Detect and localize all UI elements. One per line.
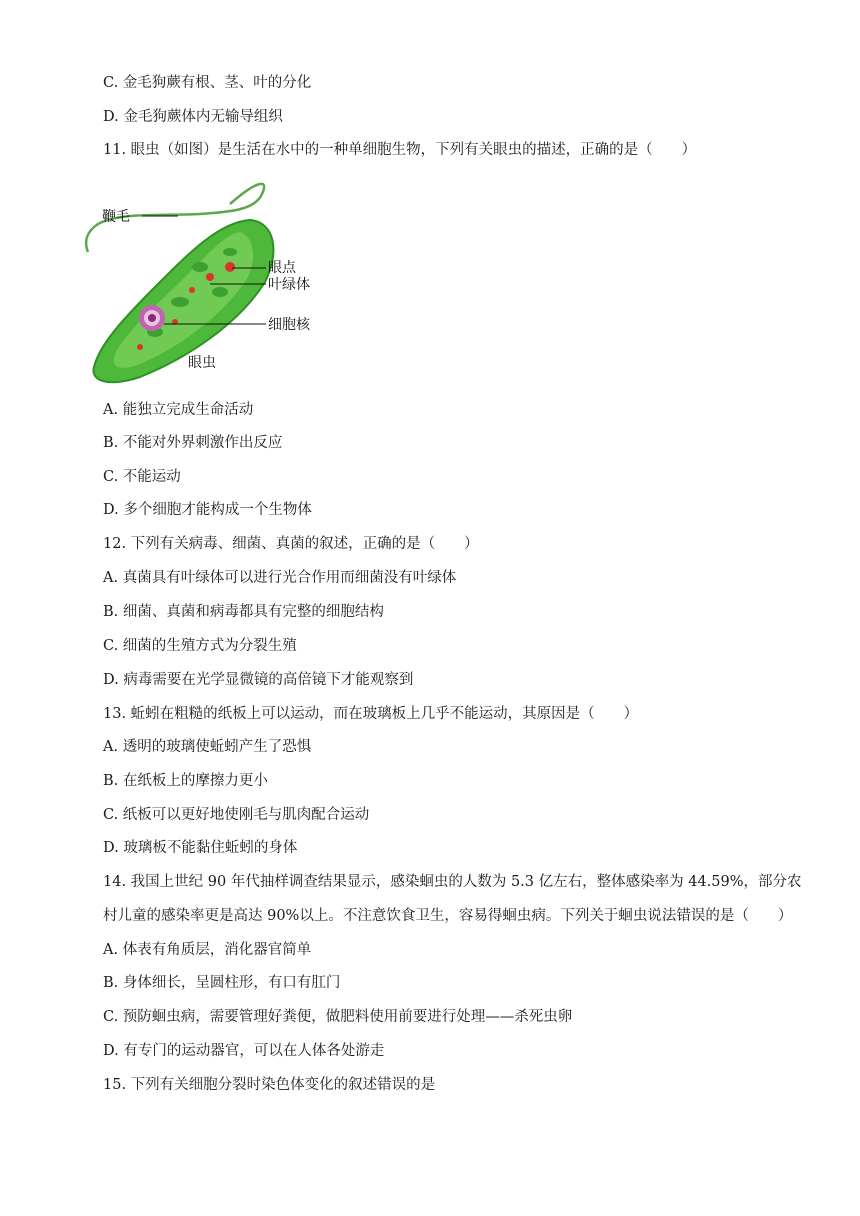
option-b-q12: B. 细菌、真菌和病毒都具有完整的细胞结构 <box>103 604 384 620</box>
label-chloroplast: 叶绿体 <box>268 277 310 293</box>
option-c-q11: C. 不能运动 <box>103 469 181 485</box>
option-a-q12: A. 真菌具有叶绿体可以进行光合作用而细菌没有叶绿体 <box>103 570 457 586</box>
question-11: 11. 眼虫（如图）是生活在水中的一种单细胞生物，下列有关眼虫的描述，正确的是（ ） <box>103 142 697 158</box>
question-13: 13. 蚯蚓在粗糙的纸板上可以运动，而在玻璃板上几乎不能运动，其原因是（ ） <box>103 706 639 722</box>
option-d-q10: D. 金毛狗蕨体内无输导组织 <box>103 109 283 125</box>
eyespot-shape <box>225 262 235 272</box>
option-d-q13: D. 玻璃板不能黏住蚯蚓的身体 <box>103 840 298 856</box>
option-d-q14: D. 有专门的运动器官，可以在人体各处游走 <box>103 1043 385 1059</box>
option-c-q14: C. 预防蛔虫病，需要管理好粪便，做肥料使用前要进行处理——杀死虫卵 <box>103 1009 573 1025</box>
figure-caption: 眼虫 <box>188 355 216 371</box>
option-c-q13: C. 纸板可以更好地使刚毛与肌肉配合运动 <box>103 807 370 823</box>
option-c-q10: C. 金毛狗蕨有根、茎、叶的分化 <box>103 75 312 91</box>
label-eyespot: 眼点 <box>268 260 296 276</box>
option-d-q12: D. 病毒需要在光学显微镜的高倍镜下才能观察到 <box>103 672 414 688</box>
question-14-line2: 村儿童的感染率更是高达 90%以上。不注意饮食卫生，容易得蛔虫病。下列关于蛔虫说法错误的是（ ） <box>103 908 793 924</box>
label-nucleus: 细胞核 <box>268 317 310 333</box>
question-12: 12. 下列有关病毒、细菌、真菌的叙述，正确的是（ ） <box>103 536 479 552</box>
question-14-line1: 14. 我国上世纪 90 年代抽样调查结果显示，感染蛔虫的人数为 5.3 亿左右，整体感染率为 44.59%，部分农 <box>103 874 802 890</box>
option-b-q13: B. 在纸板上的摩擦力更小 <box>103 773 268 789</box>
option-a-q11: A. 能独立完成生命活动 <box>103 402 254 418</box>
option-a-q14: A. 体表有角质层，消化器官简单 <box>103 942 312 958</box>
option-a-q13: A. 透明的玻璃使蚯蚓产生了恐惧 <box>103 739 312 755</box>
option-c-q12: C. 细菌的生殖方式为分裂生殖 <box>103 638 297 654</box>
option-b-q14: B. 身体细长，呈圆柱形，有口有肛门 <box>103 975 341 991</box>
question-15: 15. 下列有关细胞分裂时染色体变化的叙述错误的是 <box>103 1077 436 1093</box>
label-flagellum: 鞭毛 <box>102 209 130 225</box>
euglena-illustration <box>80 172 342 388</box>
euglena-figure <box>80 172 342 388</box>
option-b-q11: B. 不能对外界刺激作出反应 <box>103 435 283 451</box>
option-d-q11: D. 多个细胞才能构成一个生物体 <box>103 502 312 518</box>
